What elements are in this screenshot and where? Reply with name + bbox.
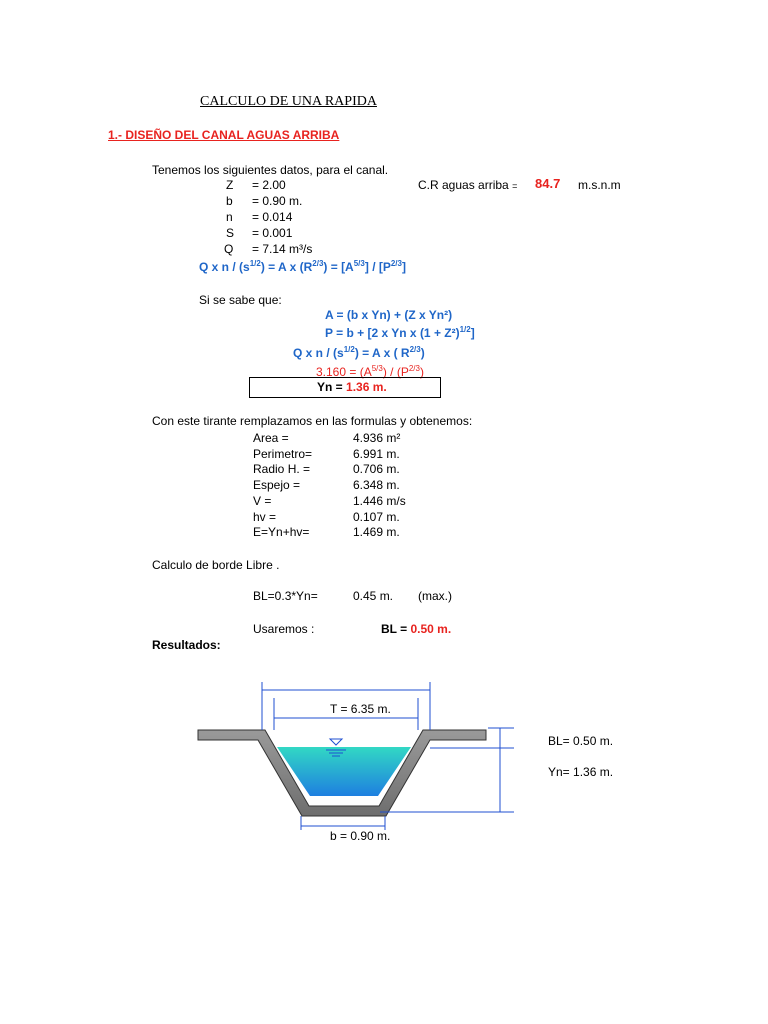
- data-row-n: [226, 210, 293, 224]
- main-equation: Q x $n / (s^{1/2}) = A$ x $(R^{2/3}) = [A^{5/3}] / [P^{2/3}]$: [199, 259, 406, 274]
- data-symbol: b: [226, 194, 233, 208]
- result-label: E=Yn+hv=: [253, 525, 310, 539]
- data-value: = 0.001: [252, 226, 293, 240]
- top-width-label: T = 6.35 m.: [330, 702, 391, 716]
- result-label: hv =: [253, 510, 277, 524]
- equation-p: P = b + [2 x Yn x $(1 + Z^2)^{1/2}$]: [325, 325, 475, 340]
- cr-value: 84.7: [535, 176, 561, 191]
- data-value: = 7.14 m³/s: [252, 242, 313, 256]
- result-value: 6.348 m.: [353, 478, 400, 492]
- bottom-width-dimension: [301, 816, 385, 830]
- data-symbol: n: [226, 210, 233, 224]
- borde-libre-title: Calculo de borde Libre .: [152, 558, 280, 572]
- data-row-q: [224, 242, 313, 256]
- result-label: Perimetro=: [253, 447, 313, 461]
- equation-value: $3.160 = (A^{5/3}) / (P^{2/3})$: [316, 364, 424, 379]
- bl-calc-note: (max.): [418, 589, 452, 603]
- yn-result: Yn = 1.36 m.: [317, 380, 387, 394]
- data-symbol: S: [226, 226, 235, 240]
- si-se-sabe: Si se sabe que:: [199, 293, 282, 307]
- result-label: Area =: [253, 431, 289, 445]
- bl-dimension-label: BL= 0.50 m.: [548, 734, 614, 748]
- result-label: Radio H. =: [253, 462, 311, 476]
- result-value: 1.469 m.: [353, 525, 400, 539]
- data-row-s: [226, 226, 293, 240]
- data-value: = 0.014: [252, 210, 293, 224]
- data-symbol: Z: [226, 178, 234, 192]
- data-symbol: Q: [224, 242, 234, 256]
- bottom-width-label: b = 0.90 m.: [330, 829, 391, 843]
- tirante-text: Con este tirante remplazamos en las formulas y obtenemos:: [152, 414, 473, 428]
- result-value: 0.706 m.: [353, 462, 400, 476]
- data-row-b: [226, 194, 303, 208]
- cr-label: C.R aguas arriba =: [418, 178, 518, 192]
- result-value: 1.446 m/s: [353, 494, 406, 508]
- equation-a: A = (b x Yn) + (Z x Yn²): [325, 308, 453, 322]
- result-value: 6.991 m.: [353, 447, 400, 461]
- result-value: 0.107 m.: [353, 510, 400, 524]
- yn-dimension-label: Yn= 1.36 m.: [548, 765, 614, 779]
- usaremos-label: Usaremos :: [253, 622, 315, 636]
- bl-calc-value: 0.45 m.: [353, 589, 394, 603]
- result-label: V =: [253, 494, 272, 508]
- equation-q: Q x $n / (s^{1/2}) = A$ x ( $R^{2/3}$): [293, 345, 425, 360]
- result-label: Espejo =: [253, 478, 301, 492]
- data-value: = 0.90 m.: [252, 194, 303, 208]
- intro-text: Tenemos los siguientes datos, para el canal.: [152, 163, 389, 177]
- bl-calc-label: BL=0.3*Yn=: [253, 589, 318, 603]
- data-value: = 2.00: [252, 178, 286, 192]
- bl-final: BL = 0.50 m.: [381, 622, 452, 636]
- channel-cross-section: [0, 660, 768, 860]
- resultados-heading: Resultados:: [152, 638, 221, 652]
- cr-unit: m.s.n.m: [578, 178, 621, 192]
- section-heading: 1.- DISEÑO DEL CANAL AGUAS ARRIBA: [108, 128, 340, 142]
- data-row-z: [226, 178, 286, 192]
- result-value: 4.936 m²: [353, 431, 401, 445]
- page-title: CALCULO DE UNA RAPIDA: [200, 94, 377, 109]
